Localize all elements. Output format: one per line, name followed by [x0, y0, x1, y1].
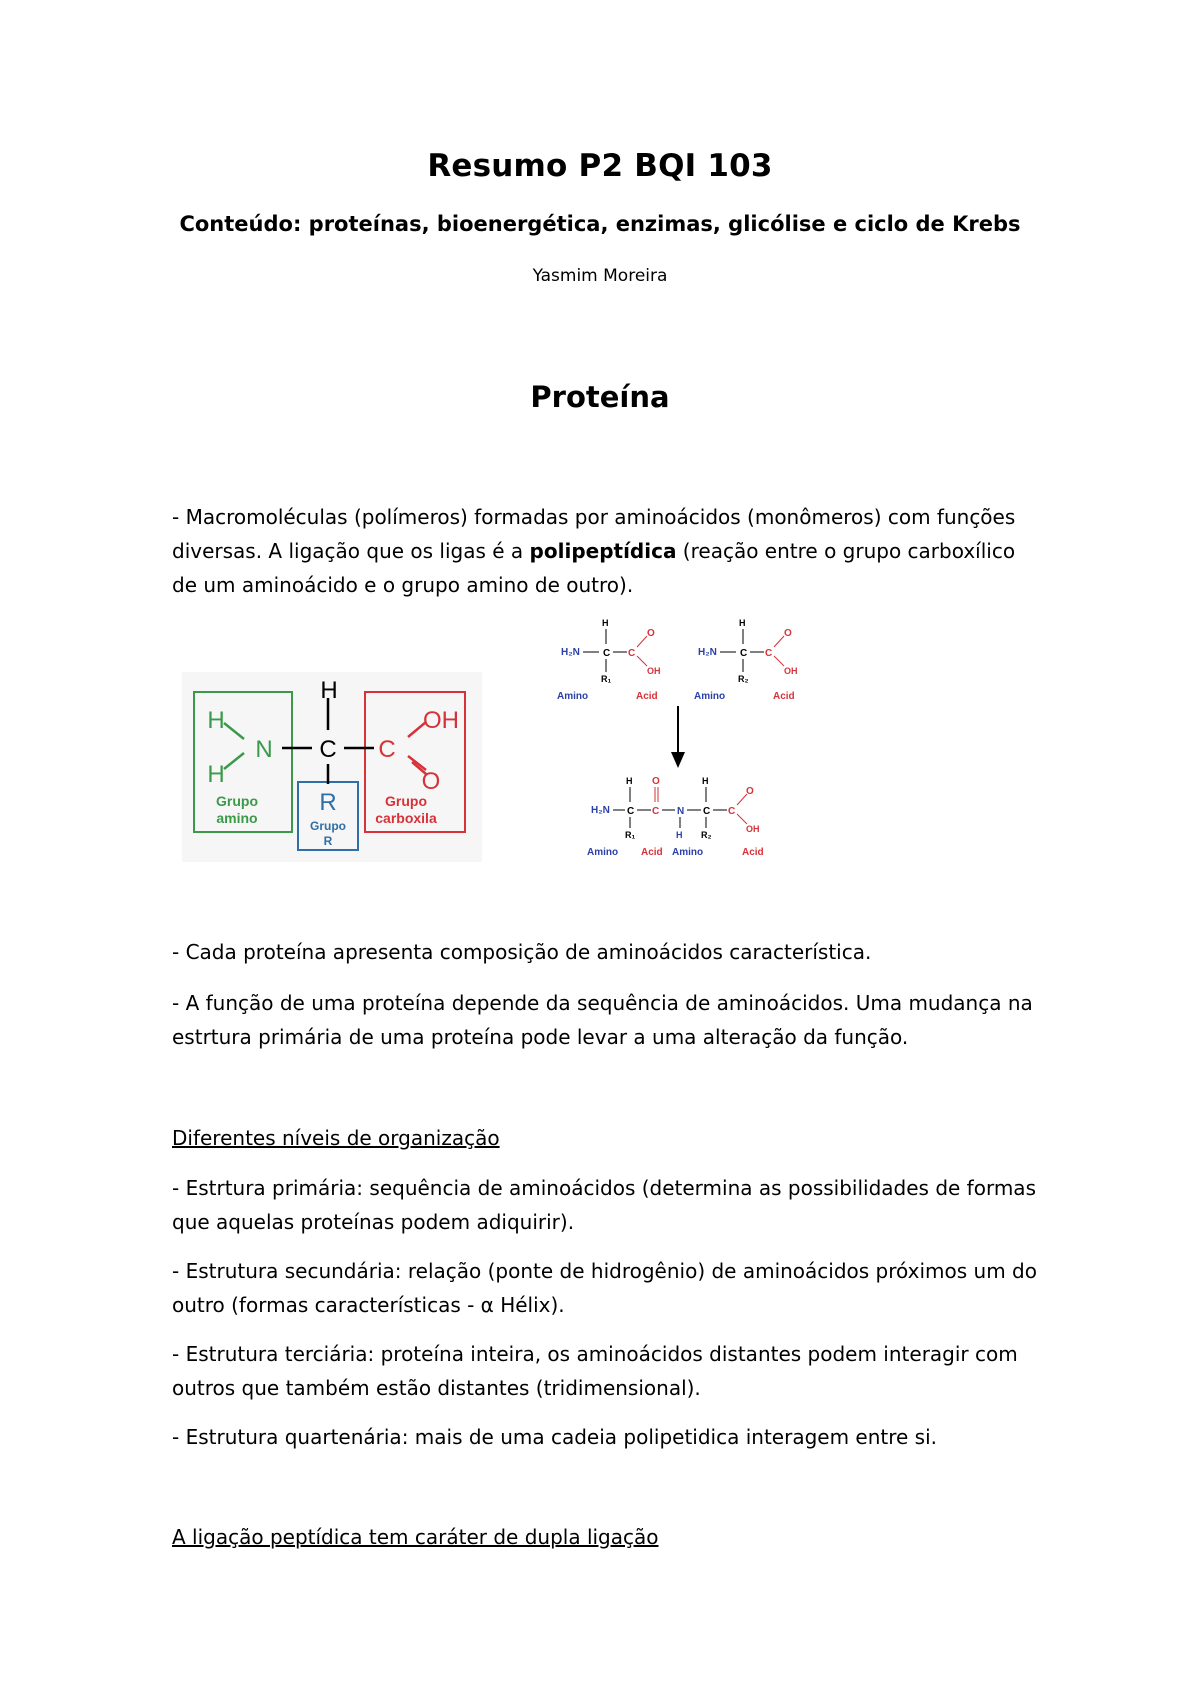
svg-text:C: C	[728, 806, 736, 817]
svg-text:C: C	[628, 648, 636, 659]
label-acid-d1: Acid	[641, 847, 663, 858]
atom-oh: OH	[423, 707, 459, 734]
svg-text:O: O	[652, 776, 660, 787]
label-amino-2: amino	[216, 810, 258, 826]
amino-acid-1	[557, 618, 661, 702]
intro-paragraph	[172, 500, 1042, 602]
document-title: Resumo P2 BQI 103	[427, 148, 773, 184]
svg-text:H₂N: H₂N	[591, 805, 610, 816]
svg-text:O: O	[746, 786, 754, 797]
svg-text:C: C	[652, 806, 660, 817]
label-amino-d2: Amino	[672, 847, 704, 858]
arrow-head	[671, 752, 685, 768]
svg-text:C: C	[627, 806, 635, 817]
svg-text:R₁: R₁	[601, 674, 612, 684]
atom-c-alpha: C	[319, 736, 337, 763]
section-title: Proteína	[530, 380, 670, 414]
atom-n: N	[255, 736, 273, 763]
svg-text:R₁: R₁	[625, 830, 636, 840]
svg-text:H: H	[676, 830, 683, 840]
svg-text:C: C	[765, 648, 773, 659]
peptide-heading: A ligação peptídica tem caráter de dupla ligação	[172, 1525, 659, 1549]
svg-text:H₂N: H₂N	[698, 647, 717, 658]
label-carboxyl-2: carboxila	[375, 810, 437, 826]
levels-heading: Diferentes níveis de organização	[172, 1126, 500, 1150]
svg-text:C: C	[740, 648, 748, 659]
dipeptide	[587, 776, 764, 858]
svg-text:OH: OH	[647, 666, 661, 676]
peptide-bond-formation-figure	[555, 612, 815, 862]
svg-text:H₂N: H₂N	[561, 647, 580, 658]
svg-text:R₂: R₂	[701, 830, 712, 840]
label-acid-d2: Acid	[742, 847, 764, 858]
svg-text:R₂: R₂	[738, 674, 749, 684]
svg-text:H: H	[602, 618, 609, 628]
level-item-quaternary: - Estrutura quartenária: mais de uma cadeia polipetidica interagem entre si.	[172, 1425, 938, 1449]
svg-text:OH: OH	[746, 824, 760, 834]
level-item-tertiary: - Estrutura terciária: proteína inteira, os aminoácidos distantes podem interagir com outros que também estão distantes (tridimensional).	[172, 1342, 1018, 1400]
label-r-1: Grupo	[310, 819, 346, 833]
point-1: - Cada proteína apresenta composição de aminoácidos característica.	[172, 940, 872, 964]
atom-o: O	[421, 768, 441, 795]
label-carboxyl-1: Grupo	[385, 793, 427, 809]
label-r-2: R	[323, 834, 333, 848]
svg-text:O: O	[647, 628, 655, 639]
atom-c-carboxyl: C	[378, 736, 396, 763]
label-amino-a2: Amino	[694, 691, 726, 702]
svg-text:H: H	[702, 776, 709, 786]
label-amino-a1: Amino	[557, 691, 589, 702]
label-amino-1: Grupo	[216, 793, 258, 809]
label-acid-a1: Acid	[636, 691, 658, 702]
label-amino-d1: Amino	[587, 847, 619, 858]
amino-acid-structure-figure	[182, 672, 482, 862]
level-item-primary: - Estrtura primária: sequência de aminoácidos (determina as possibilidades de formas que aquelas proteínas podem adiquirir).	[172, 1176, 1036, 1234]
svg-text:H: H	[626, 776, 633, 786]
svg-text:OH: OH	[784, 666, 798, 676]
amino-acid-2	[694, 618, 798, 702]
label-acid-a2: Acid	[773, 691, 795, 702]
svg-text:N: N	[677, 806, 685, 817]
level-item-secondary: - Estrutura secundária: relação (ponte de hidrogênio) de aminoácidos próximos um do outro (formas características - α Hélix).	[172, 1259, 1037, 1317]
atom-h-2: H	[207, 761, 225, 788]
intro-text-start: - Macromoléculas (polímeros) formadas por aminoácidos (monômeros) com funções diversas. A ligação que os ligas é a	[172, 505, 1016, 563]
document-author: Yasmim Moreira	[532, 266, 668, 286]
svg-text:O: O	[784, 628, 792, 639]
svg-text:C: C	[603, 648, 611, 659]
atom-h-top: H	[320, 677, 338, 704]
atom-r: R	[319, 789, 337, 816]
document-subtitle: Conteúdo: proteínas, bioenergética, enzimas, glicólise e ciclo de Krebs	[179, 212, 1021, 236]
point-2: - A função de uma proteína depende da sequência de aminoácidos. Uma mudança na estrtura primária de uma proteína pode levar a uma alteração da função.	[172, 991, 1033, 1049]
intro-text-end: (reação entre o grupo carboxílico de um aminoácido e o grupo amino de outro).	[172, 539, 1016, 597]
atom-h-1: H	[207, 707, 225, 734]
svg-text:C: C	[703, 806, 711, 817]
svg-text:H: H	[739, 618, 746, 628]
intro-bold-term: polipeptídica	[529, 539, 677, 563]
